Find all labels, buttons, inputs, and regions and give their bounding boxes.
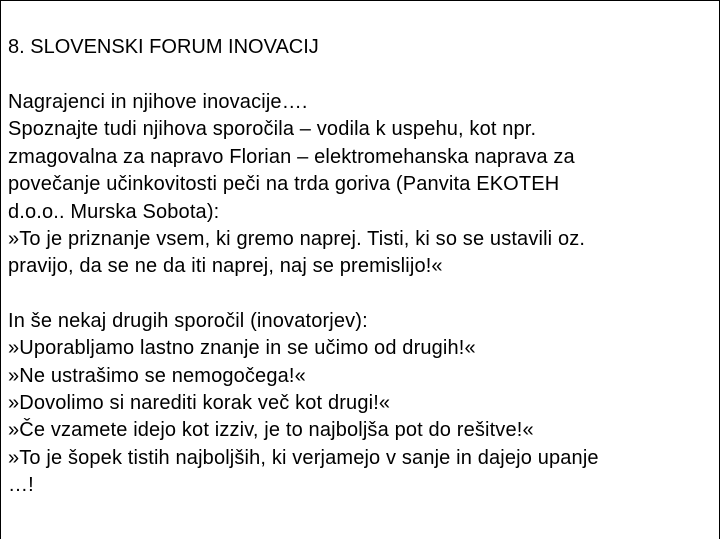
quote-line: »Uporabljamo lastno znanje in se učimo od drugih!« — [8, 337, 476, 360]
text-line: Nagrajenci in njihove inovacije…. — [8, 91, 308, 113]
text-line: Spoznajte tudi njihova sporočila – vodila k uspehu, kot npr. — [8, 118, 537, 141]
quote-line: »To je priznanje vsem, ki gremo naprej. Tisti, ki so se ustavili oz. — [8, 228, 586, 251]
slide-body — [8, 89, 713, 500]
quote-line: …! — [8, 474, 34, 497]
text-line: povečanje učinkovitosti peči na trda goriva (Panvita EKOTEH — [8, 173, 560, 196]
text-line: In še nekaj drugih sporočil (inovatorjev): — [8, 309, 368, 332]
winners-paragraph — [8, 89, 713, 281]
slide-title: 8. SLOVENSKI FORUM INOVACIJ — [8, 36, 319, 58]
paragraph-spacer — [8, 281, 713, 308]
text-line: d.o.o.. Murska Sobota): — [8, 200, 220, 223]
quote-line: pravijo, da se ne da iti naprej, naj se premislijo!« — [8, 255, 443, 278]
quote-line: »Ne ustrašimo se nemogočega!« — [8, 364, 306, 387]
text-line: zmagovalna za napravo Florian – elektromehanska naprava za — [8, 145, 575, 168]
messages-paragraph — [8, 308, 713, 500]
quote-line: »To je šopek tistih najboljših, ki verjamejo v sanje in dajejo upanje — [8, 446, 599, 469]
quote-line: »Dovolimo si narediti korak več kot drugi!« — [8, 392, 391, 415]
quote-line: »Če vzamete idejo kot izziv, je to najboljša pot do rešitve!« — [8, 419, 534, 442]
